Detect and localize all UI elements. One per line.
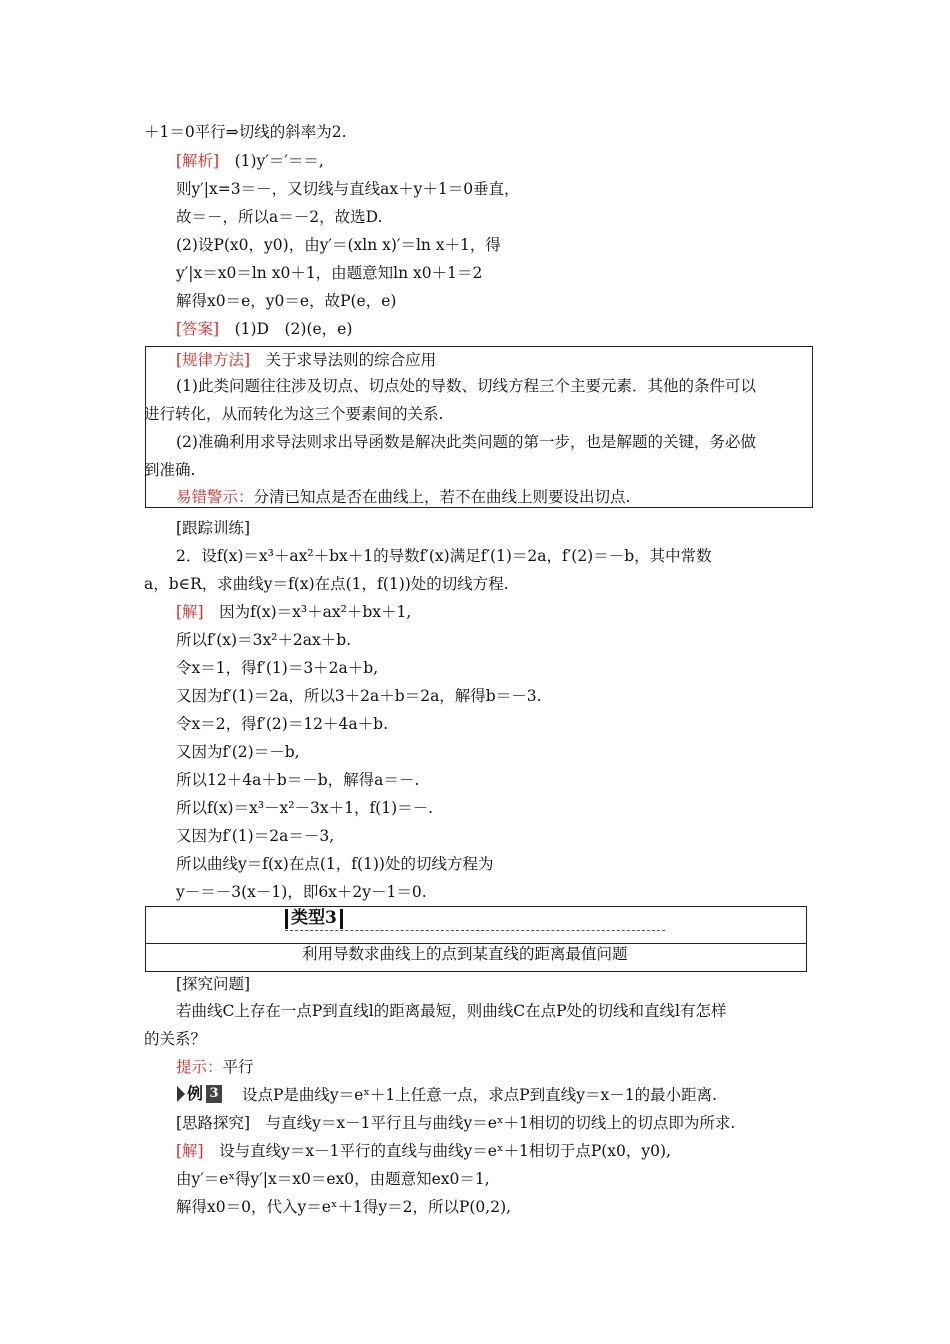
text-line: ＋1＝0平行⇒切线的斜率为2. <box>144 123 347 141</box>
solution-line: [解] 设与直线y＝x－1平行的直线与曲线y＝eˣ＋1相切于点P(x0，y0), <box>176 1142 672 1160</box>
explore-text: 的关系？ <box>144 1030 207 1048</box>
solution-line: 又因为f′(1)＝2a＝－3, <box>176 827 335 845</box>
type-divider <box>285 930 665 931</box>
explore-text: 若曲线C上存在一点P到直线l的距离最短，则曲线C在点P处的切线和直线l有怎样 <box>176 1002 727 1020</box>
example-tag: 例 <box>187 1084 204 1103</box>
solution-line: y－＝－3(x－1)，即6x＋2y－1＝0. <box>176 883 427 901</box>
idea-line: [思路探究] 与直线y＝x－1平行且与曲线y＝eˣ＋1相切的切线上的切点即为所求. <box>176 1114 736 1132</box>
method-text: 进行转化，从而转化为这三个要素间的关系. <box>144 405 444 423</box>
solution-line: 所以曲线y＝f(x)在点(1，f(1))处的切线方程为 <box>176 855 494 873</box>
solution-line: [解] 因为f(x)＝x³＋ax²＋bx＋1, <box>176 603 412 621</box>
text-line: (2)设P(x0，y0)，由y′＝(xln x)′＝ln x＋1，得 <box>176 236 501 254</box>
solution-line: 又因为f′(1)＝2a，所以3＋2a＋b＝2a，解得b＝－3. <box>176 687 542 705</box>
solution-label: [解] <box>176 1142 204 1160</box>
question-text: a，b∈R，求曲线y＝f(x)在点(1，f(1))处的切线方程. <box>144 575 509 593</box>
solution-line: 令x＝2，得f′(2)＝12＋4a＋b. <box>176 715 388 733</box>
text-line: 则y′|x=3＝－，又切线与直线ax＋y＋1＝0垂直， <box>176 180 520 198</box>
warning-label: 易错警示： <box>176 488 254 506</box>
answer-label: [答案] <box>176 320 220 338</box>
explore-header: [探究问题] <box>176 975 251 993</box>
analysis-label: [解析] <box>176 152 220 170</box>
text-line: [解析] (1)y′＝′＝＝, <box>176 152 324 170</box>
hint-line: 提示：平行 <box>176 1058 254 1076</box>
solution-line: 由y′＝eˣ得y′|x＝x0＝ex0，由题意知ex0＝1, <box>176 1170 490 1188</box>
hint-label: 提示： <box>176 1058 223 1076</box>
text-line: 解得x0＝e，y0＝e，故P(e，e) <box>176 292 397 310</box>
text-line: y′|x＝x0＝ln x0＋1，由题意知ln x0＋1＝2 <box>176 264 483 282</box>
solution-line: 解得x0＝0，代入y＝eˣ＋1得y＝2，所以P(0,2), <box>176 1198 512 1216</box>
method-text: 到准确. <box>144 461 196 479</box>
method-text: (1)此类问题往往涉及切点、切点处的导数、切线方程三个主要元素．其他的条件可以 <box>176 377 756 395</box>
solution-label: [解] <box>176 603 204 621</box>
example-arrow-icon <box>177 1086 185 1102</box>
example-number: 3 <box>206 1085 222 1103</box>
method-text: (2)准确利用求导法则求出导函数是解决此类问题的第一步，也是解题的关键，务必做 <box>176 433 756 451</box>
solution-line: 所以12＋4a＋b＝－b，解得a＝－. <box>176 771 420 789</box>
text-line: 故＝－，所以a＝－2，故选D. <box>176 208 383 226</box>
solution-line: 令x＝1，得f′(1)＝3＋2a＋b, <box>176 659 379 677</box>
type-tag: 类型3 <box>291 908 337 928</box>
solution-line: 所以f(x)＝x³－x²－3x＋1，f(1)＝－. <box>176 799 434 817</box>
method-box <box>145 346 813 508</box>
type-marker <box>340 909 343 929</box>
warning-line: 易错警示：分清已知点是否在曲线上，若不在曲线上则要设出切点. <box>176 488 631 506</box>
idea-label: [思路探究] <box>176 1114 251 1132</box>
example-text: 设点P是曲线y＝eˣ＋1上任意一点，求点P到直线y＝x－1的最小距离. <box>242 1086 718 1104</box>
training-header: [跟踪训练] <box>176 519 251 537</box>
text-line: [答案] (1)D (2)(e，e) <box>176 320 353 338</box>
solution-line: 又因为f′(2)＝－b, <box>176 743 300 761</box>
method-label: [规律方法] <box>176 351 251 369</box>
solution-line: 所以f′(x)＝3x²＋2ax＋b. <box>176 631 352 649</box>
method-title: [规律方法] 关于求导法则的综合应用 <box>176 351 437 369</box>
type-marker <box>285 909 288 929</box>
type-title: 利用导数求曲线上的点到某直线的距离最值问题 <box>302 945 628 963</box>
question-text: 2．设f(x)＝x³＋ax²＋bx＋1的导数f′(x)满足f′(1)＝2a，f′(2)＝－b，其中常数 <box>176 547 712 565</box>
